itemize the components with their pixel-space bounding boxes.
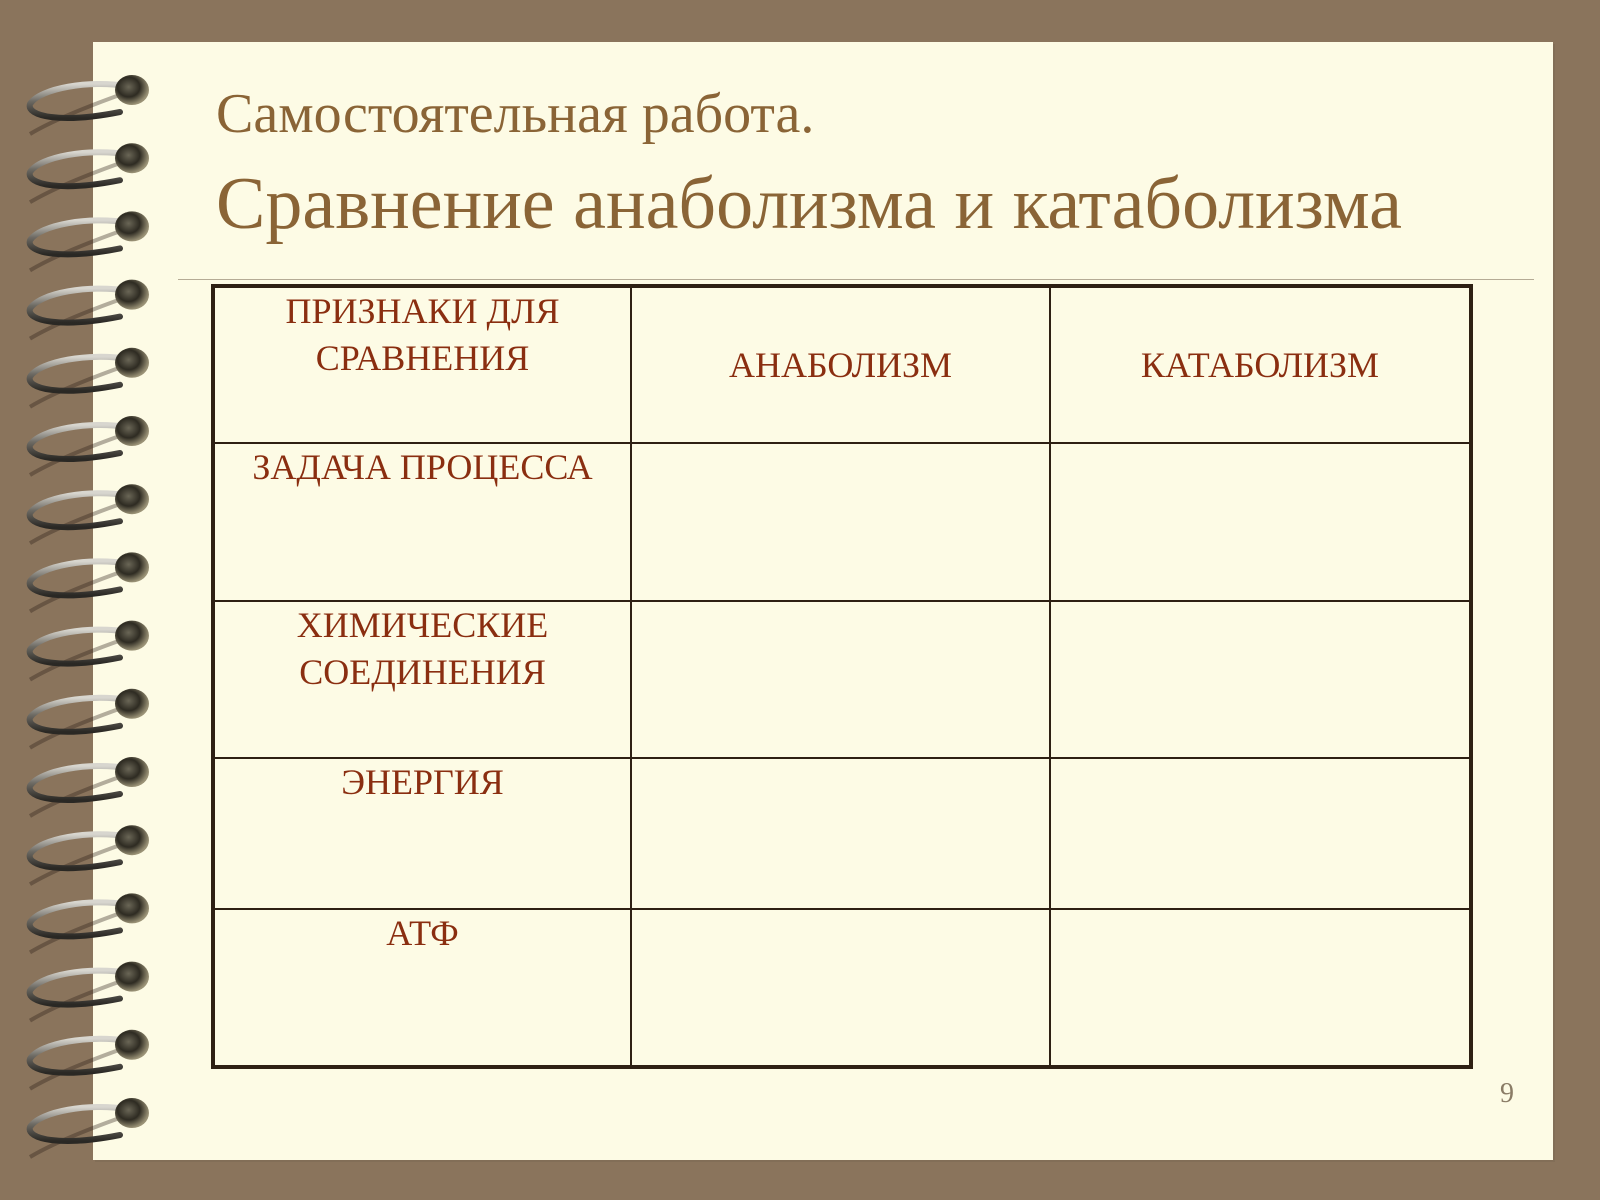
anabolism-cell [631,443,1050,600]
row-label: ЭНЕРГИЯ [213,758,631,908]
slide-title-line1: Самостоятельная работа. [216,83,815,145]
page-number: 9 [1500,1078,1514,1109]
row-label: АТФ [213,909,631,1067]
table-row [213,909,1471,1067]
catabolism-cell [1050,909,1471,1067]
catabolism-cell [1050,443,1471,600]
slide-title-line2: Сравнение анаболизма и катаболизма [216,163,1402,245]
anabolism-cell [631,758,1050,908]
table-row [213,443,1471,600]
anabolism-cell [631,601,1050,758]
header-criteria: ПРИЗНАКИ ДЛЯ СРАВНЕНИЯ [213,286,631,443]
row-label: ЗАДАЧА ПРОЦЕССА [213,443,631,600]
title-divider [178,279,1534,280]
header-anabolism: АНАБОЛИЗМ [631,286,1050,443]
table-row [213,601,1471,758]
table-header-row [213,286,1471,443]
comparison-table [211,284,1473,1069]
catabolism-cell [1050,601,1471,758]
table-row [213,758,1471,908]
catabolism-cell [1050,758,1471,908]
row-label: ХИМИЧЕСКИЕ СОЕДИНЕНИЯ [213,601,631,758]
header-catabolism: КАТАБОЛИЗМ [1050,286,1471,443]
anabolism-cell [631,909,1050,1067]
